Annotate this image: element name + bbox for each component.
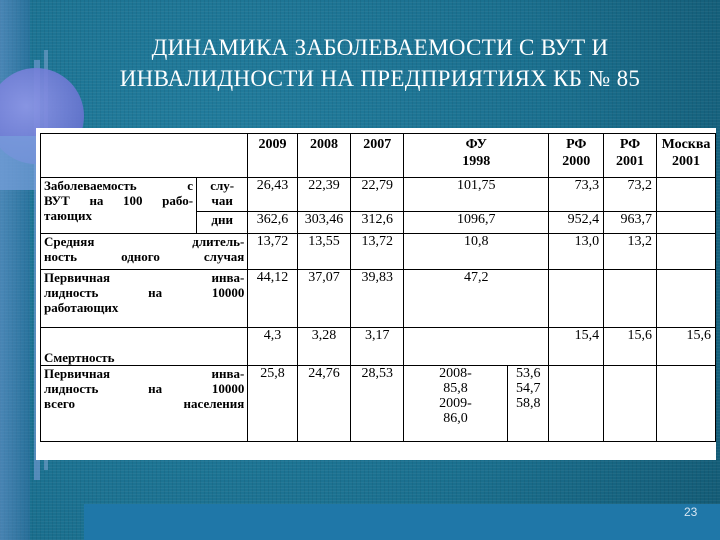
cell	[549, 366, 604, 442]
cell-line: 58,8	[515, 396, 541, 411]
cell: 13,2	[604, 234, 657, 270]
sub-label-days: дни	[197, 212, 248, 234]
header-moscow-2001	[657, 134, 716, 178]
table-row	[41, 366, 716, 442]
row-label-vut	[41, 178, 197, 234]
header-line: Москва	[661, 137, 711, 152]
label-line: Первичная инва-	[44, 270, 245, 285]
row-label-disability	[41, 270, 248, 328]
cell: 39,83	[351, 270, 404, 328]
cell	[604, 366, 657, 442]
cell: 15,4	[549, 328, 604, 366]
table-row	[41, 234, 716, 270]
slide-title-line: ИНВАЛИДНОСТИ НА ПРЕДПРИЯТИЯХ КБ № 85	[119, 66, 641, 91]
cell	[657, 178, 716, 212]
cell: 28,53	[351, 366, 404, 442]
cell: 13,72	[351, 234, 404, 270]
sub-line: чаи	[211, 193, 233, 208]
cell	[549, 270, 604, 328]
header-empty	[41, 134, 248, 178]
cell: 4,3	[248, 328, 297, 366]
header-line: 2001	[616, 154, 645, 169]
row-label-mortality: Смертность	[41, 328, 248, 366]
header-line: ФУ	[465, 137, 487, 152]
cell: 312,6	[351, 212, 404, 234]
cell: 303,46	[297, 212, 351, 234]
data-table	[40, 133, 716, 442]
cell: 963,7	[604, 212, 657, 234]
cell	[657, 270, 716, 328]
label-line: Средняя длитель-	[44, 234, 245, 249]
cell-line: 2008-	[439, 366, 472, 381]
cell	[657, 234, 716, 270]
cell: 101,75	[404, 178, 549, 212]
table-row	[41, 178, 716, 212]
header-rf-2001	[604, 134, 657, 178]
cell: 47,2	[404, 270, 549, 328]
label-line: всего населения	[44, 396, 245, 411]
page-number: 23	[684, 505, 698, 519]
cell: 44,12	[248, 270, 297, 328]
cell: 25,8	[248, 366, 297, 442]
label-line: ВУТ на 100 рабо-	[44, 193, 194, 208]
label-line: тающих	[44, 208, 92, 223]
sub-line: слу-	[210, 178, 235, 193]
header-line: РФ	[566, 137, 587, 152]
slide-title-line: ДИНАМИКА ЗАБОЛЕВАЕМОСТИ С ВУТ И	[151, 35, 609, 60]
footer-bar	[84, 504, 720, 540]
cell-fu-split-a	[404, 366, 508, 442]
label-line: лидность на 10000	[44, 381, 245, 396]
cell: 13,0	[549, 234, 604, 270]
table-sheet	[36, 128, 716, 460]
header-rf-2000	[549, 134, 604, 178]
cell: 37,07	[297, 270, 351, 328]
cell: 10,8	[404, 234, 549, 270]
cell: 1096,7	[404, 212, 549, 234]
cell: 22,39	[297, 178, 351, 212]
cell: 73,3	[549, 178, 604, 212]
cell-line: 53,6	[515, 366, 541, 381]
cell: 952,4	[549, 212, 604, 234]
cell: 15,6	[604, 328, 657, 366]
header-line: РФ	[619, 137, 641, 152]
header-fu-1998	[404, 134, 549, 178]
row-label-duration	[41, 234, 248, 270]
label-line: лидность на 10000	[44, 285, 245, 300]
cell: 3,17	[351, 328, 404, 366]
cell-line: 2009-	[439, 396, 472, 411]
cell: 22,79	[351, 178, 404, 212]
label-line: Первичная инва-	[44, 366, 245, 381]
cell: 73,2	[604, 178, 657, 212]
cell: 24,76	[297, 366, 351, 442]
cell: 13,72	[248, 234, 297, 270]
header-line: 2000	[562, 154, 591, 169]
cell	[604, 270, 657, 328]
cell: 26,43	[248, 178, 297, 212]
cell	[657, 212, 716, 234]
header-2007: 2007	[351, 134, 404, 178]
header-2009: 2009	[248, 134, 297, 178]
cell: 362,6	[248, 212, 297, 234]
row-label-population	[41, 366, 248, 442]
cell-line: 86,0	[443, 411, 468, 426]
header-row	[41, 134, 716, 178]
header-2008: 2008	[297, 134, 351, 178]
cell-line: 85,8	[443, 381, 468, 396]
cell: 13,55	[297, 234, 351, 270]
slide-title	[60, 32, 700, 94]
cell: 15,6	[657, 328, 716, 366]
header-line: 2001	[672, 154, 700, 169]
cell	[657, 366, 716, 442]
table-row	[41, 328, 716, 366]
header-line: 1998	[462, 154, 491, 169]
sub-label-cases	[197, 178, 248, 212]
cell: 3,28	[297, 328, 351, 366]
label-line: Заболеваемость с	[44, 178, 194, 193]
cell	[404, 328, 549, 366]
table-row	[41, 270, 716, 328]
label-line: ность одного случая	[44, 249, 245, 264]
cell-fu-split-b	[508, 366, 549, 442]
cell-line: 54,7	[515, 381, 541, 396]
label-line: работающих	[44, 300, 119, 315]
